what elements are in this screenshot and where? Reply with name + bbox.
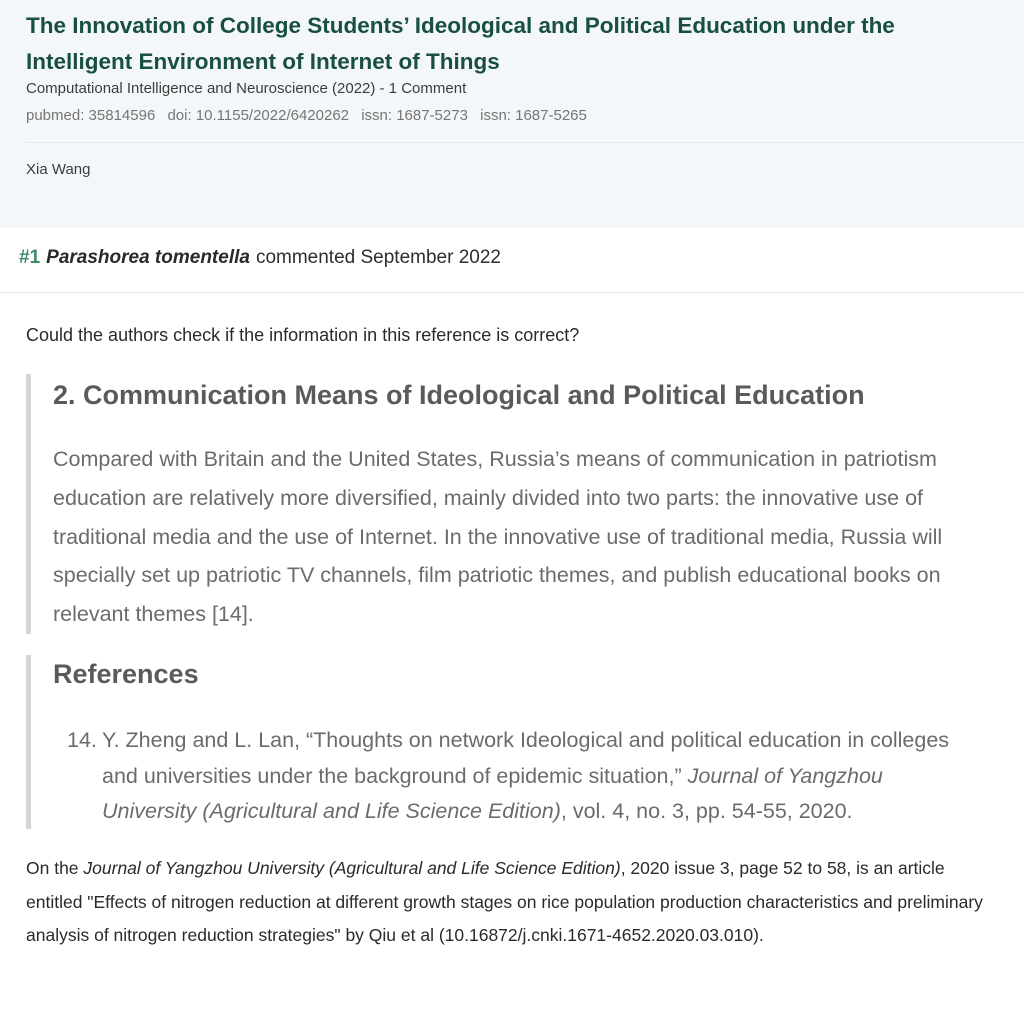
comment-note <box>26 852 986 953</box>
commenter-name: Parashorea tomentella <box>46 247 250 268</box>
comment-date: commented September 2022 <box>255 247 501 268</box>
reference-number: 14. <box>67 728 97 752</box>
header-divider <box>26 142 1024 143</box>
article-title[interactable]: The Innovation of College Students’ Ideological and Political Education under the Intelligent Environment of Internet of Things <box>26 13 895 74</box>
comment-number[interactable]: #1 <box>19 247 41 268</box>
reference-text <box>102 723 977 830</box>
article-header <box>0 0 1024 229</box>
comment-header <box>0 228 1024 293</box>
article-venue: Computational Intelligence and Neuroscience (2022) - 1 Comment <box>26 80 467 97</box>
pubmed-id[interactable]: pubmed: 35814596 <box>26 107 156 124</box>
issn-2[interactable]: issn: 1687-5265 <box>480 107 587 124</box>
comment-meta-line <box>19 247 501 269</box>
reference-text-part-a: Y. Zheng and L. Lan, “Thoughts on network Ideological and political education in colleges and universities under the background of epidemic situation,” <box>102 728 950 788</box>
references-heading: References <box>53 659 199 689</box>
issn-1[interactable]: issn: 1687-5273 <box>361 107 468 124</box>
doi[interactable]: doi: 10.1155/2022/6420262 <box>167 107 350 124</box>
article-identifiers <box>26 107 595 124</box>
article-author[interactable]: Xia Wang <box>26 161 91 178</box>
note-part-a: On the <box>26 858 84 878</box>
note-part-b: , 2020 issue 3, page 52 to 58, is an article entitled "Effects of nitrogen reduction at different growth stages on rice population production characteristics and preliminary analysis of nitrogen reduction strategies" by Qiu et al (10.16872/j.cnki.1671-4652.2020.03.010). <box>26 858 983 945</box>
reference-text-part-b: , vol. 4, no. 3, pp. 54-55, 2020. <box>560 799 853 823</box>
quote-block-section <box>26 374 991 634</box>
quote-block-references <box>26 655 991 829</box>
note-journal: Journal of Yangzhou University (Agricultural and Life Science Edition) <box>83 858 621 878</box>
comment-question: Could the authors check if the information in this reference is correct? <box>26 325 580 345</box>
quote-body: Compared with Britain and the United States, Russia’s means of communication in patriotism education are relatively more diversified, mainly divided into two parts: the innovative use of traditional media and the use of Internet. In the innovative use of traditional media, Russia will specially set up patriotic TV channels, film patriotic themes, and publish educational books on relevant themes [14]. <box>53 447 943 627</box>
quote-heading: 2. Communication Means of Ideological and Political Education <box>53 380 865 410</box>
reference-journal: Journal of Yangzhou University (Agricultural and Life Science Edition) <box>102 763 883 823</box>
